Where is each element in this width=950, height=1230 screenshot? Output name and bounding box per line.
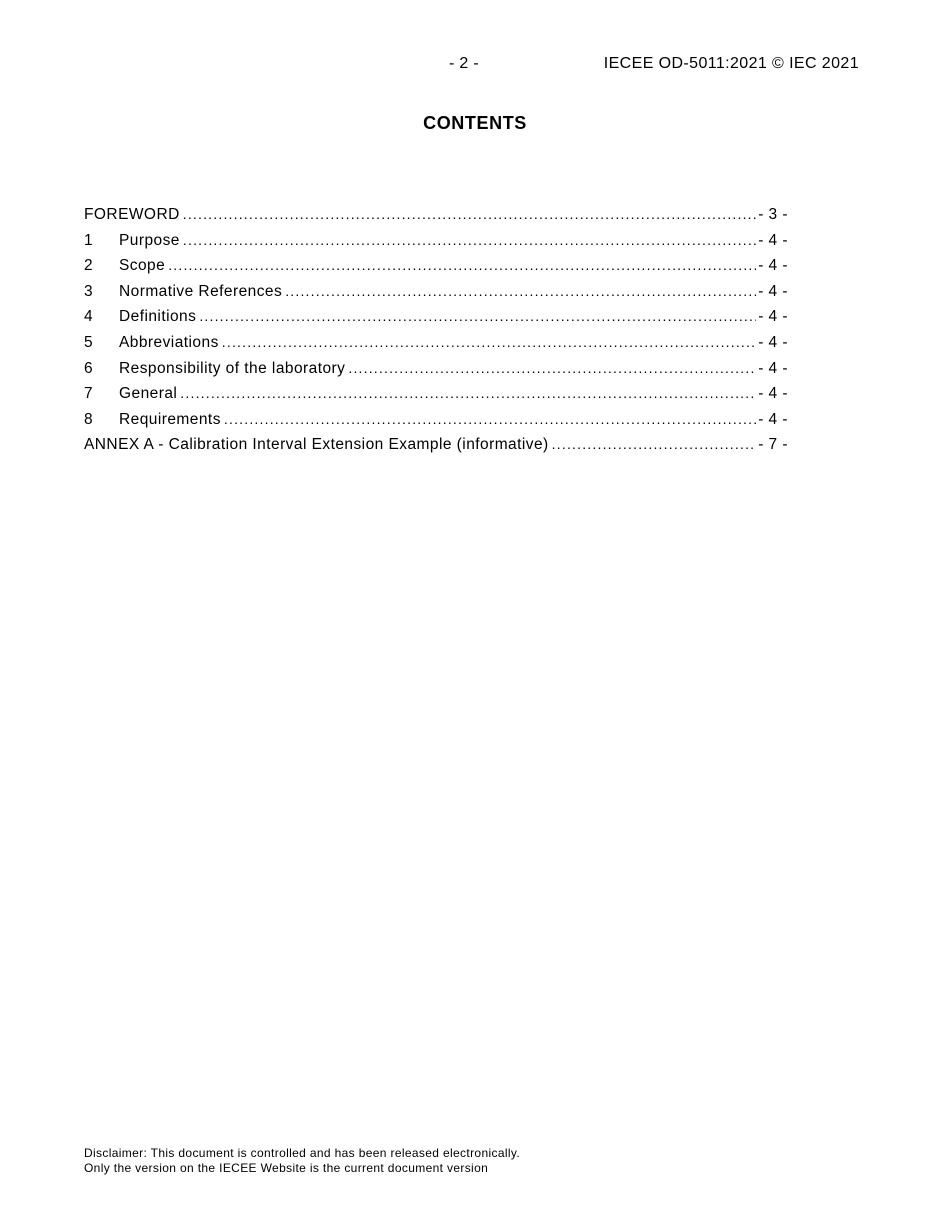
toc-entry-label: ANNEX A - Calibration Interval Extension Example (informative): [84, 436, 549, 454]
toc-entry-number: 8: [84, 410, 94, 428]
toc-entry-foreword[interactable]: [84, 206, 788, 232]
toc-entry-scope[interactable]: [84, 257, 788, 283]
toc-entry-page: - 4 -: [758, 410, 788, 428]
toc-entry-normative-references[interactable]: [84, 283, 788, 309]
toc-entry-number: 4: [84, 308, 94, 326]
toc-leader-dots: [183, 232, 756, 248]
toc-leader-dots: [348, 360, 756, 376]
page-number: - 2 -: [449, 55, 479, 72]
toc-leader-dots: [285, 283, 756, 299]
toc-entry-general[interactable]: [84, 385, 788, 411]
toc-entry-number: 6: [84, 359, 94, 377]
toc-entry-label: Scope: [119, 257, 166, 275]
toc-entry-page: - 4 -: [758, 282, 788, 300]
toc-entry-label: Responsibility of the laboratory: [119, 359, 346, 377]
disclaimer-line-1: Disclaimer: This document is controlled and has been released electronically.: [84, 1146, 521, 1160]
toc-leader-dots: [222, 334, 756, 350]
toc-entry-label: Normative References: [119, 282, 283, 300]
toc-entry-page: - 4 -: [758, 333, 788, 351]
toc-entry-page: - 4 -: [758, 231, 788, 249]
toc-leader-dots: [552, 436, 757, 452]
toc-entry-label: Purpose: [119, 231, 180, 249]
toc-leader-dots: [168, 257, 756, 273]
toc-entry-label: Definitions: [119, 308, 197, 326]
toc-leader-dots: [180, 385, 756, 401]
toc-entry-definitions[interactable]: [84, 308, 788, 334]
toc-entry-page: - 4 -: [758, 385, 788, 403]
toc-leader-dots: [183, 206, 756, 222]
toc-entry-page: - 4 -: [758, 359, 788, 377]
toc-entry-label: Abbreviations: [119, 333, 219, 351]
disclaimer: [84, 1146, 520, 1175]
toc-entry-number: 3: [84, 282, 94, 300]
toc-entry-page: - 7 -: [758, 436, 788, 454]
toc-entry-page: - 3 -: [758, 206, 788, 223]
toc-leader-dots: [224, 411, 756, 427]
toc-entry-number: 7: [84, 385, 94, 403]
toc-entry-number: 1: [84, 231, 94, 249]
toc-entry-responsibility[interactable]: [84, 360, 788, 386]
toc-entry-number: 2: [84, 257, 94, 275]
document-reference: IECEE OD-5011:2021 © IEC 2021: [603, 55, 859, 72]
toc-entry-purpose[interactable]: [84, 232, 788, 258]
toc-entry-label: Requirements: [119, 410, 221, 428]
toc-entry-number: 5: [84, 333, 94, 351]
toc-entry-page: - 4 -: [758, 257, 788, 275]
page-title: CONTENTS: [423, 113, 527, 133]
toc-entry-annex-a[interactable]: [84, 436, 788, 462]
table-of-contents: [84, 206, 788, 462]
disclaimer-line-2: Only the version on the IECEE Website is the current document version: [84, 1160, 489, 1175]
toc-entry-abbreviations[interactable]: [84, 334, 788, 360]
toc-entry-page: - 4 -: [758, 308, 788, 326]
toc-entry-label: General: [119, 385, 178, 403]
toc-entry-label: FOREWORD: [84, 206, 180, 223]
toc-entry-requirements[interactable]: [84, 411, 788, 437]
toc-leader-dots: [199, 308, 756, 324]
